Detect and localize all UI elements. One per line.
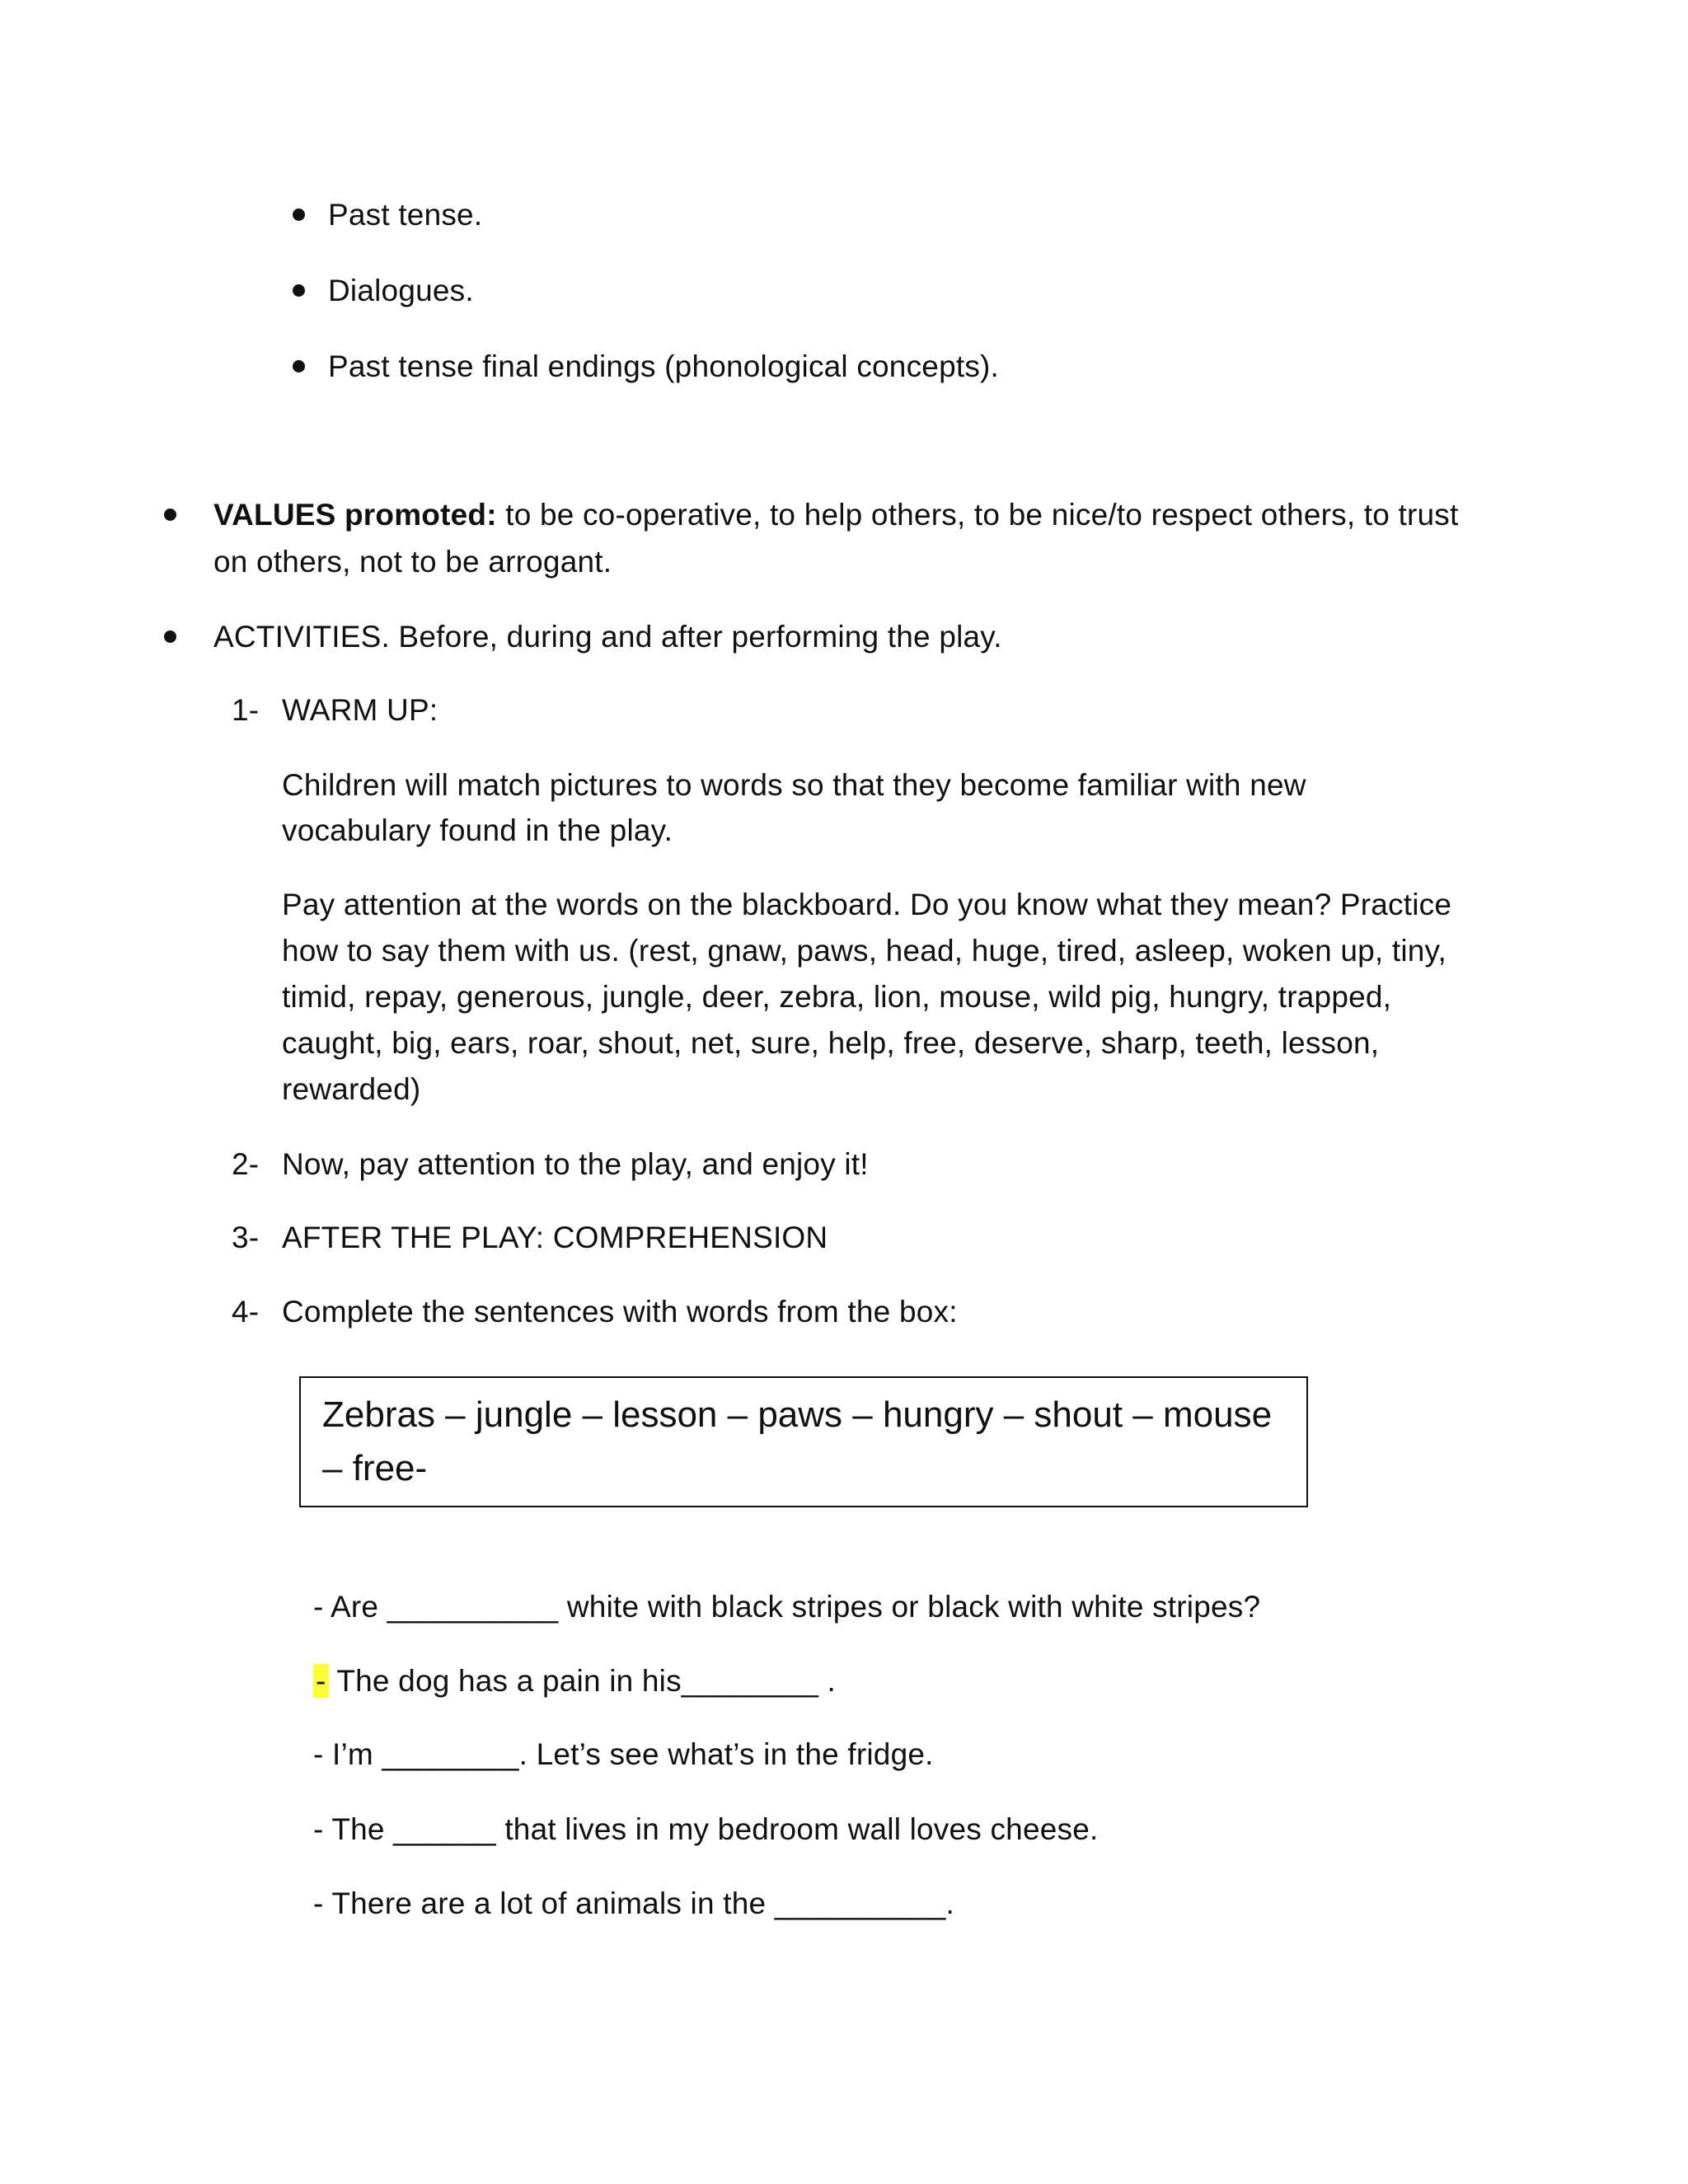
word-box-text: Zebras – jungle – lesson – paws – hungry – shout – mouse – free- — [322, 1394, 1273, 1488]
word-box — [299, 1376, 1308, 1507]
bullet-dot — [164, 630, 176, 643]
paragraph-line: Pay attention at the words on the blackboard. Do you know what they mean? Practice — [282, 888, 1452, 921]
sentence-item: - There are a lot of animals in the __________. — [313, 1886, 954, 1920]
sentence-item: - I’m ________. Let’s see what’s in the fridge. — [313, 1737, 934, 1771]
sentence-item — [313, 1658, 836, 1704]
step-number: 1- — [232, 693, 260, 727]
values-line — [213, 492, 1459, 538]
paragraph-line: timid, repay, generous, jungle, deer, zebra, lion, mouse, wild pig, hungry, trapped, — [282, 980, 1392, 1014]
paragraph-line: rewarded) — [282, 1072, 421, 1106]
sentence-item: - The ______ that lives in my bedroom wall loves cheese. — [313, 1812, 1099, 1846]
step-number: 2- — [232, 1147, 260, 1181]
step-text: Now, pay attention to the play, and enjoy it! — [282, 1147, 869, 1181]
highlighted-dash: - — [313, 1664, 329, 1698]
activities-heading: ACTIVITIES. Before, during and after performing the play. — [213, 620, 1002, 654]
paragraph-line: how to say them with us. (rest, gnaw, paws, head, huge, tired, asleep, woken up, tiny, — [282, 934, 1447, 968]
topic-item: Past tense final endings (phonological concepts). — [328, 349, 1000, 383]
bullet-dot — [293, 209, 305, 221]
paragraph-line: Children will match pictures to words so that they become familiar with new — [282, 768, 1306, 802]
values-label: VALUES promoted: — [213, 498, 497, 532]
step-number: 3- — [232, 1221, 260, 1254]
topic-item: Past tense. — [328, 198, 483, 232]
sentence-item: - Are __________ white with black stripes or black with white stripes? — [313, 1590, 1261, 1624]
step-title: WARM UP: — [282, 693, 438, 727]
values-line-2: on others, not to be arrogant. — [213, 545, 612, 579]
step-number: 4- — [232, 1295, 260, 1329]
step-text: Complete the sentences with words from the box: — [282, 1295, 958, 1329]
paragraph-line: caught, big, ears, roar, shout, net, sure, help, free, deserve, sharp, teeth, lesson, — [282, 1026, 1380, 1060]
bullet-dot — [293, 360, 305, 373]
bullet-dot — [293, 284, 305, 297]
topic-item: Dialogues. — [328, 274, 474, 307]
sentence-text: The dog has a pain in his________ . — [328, 1664, 836, 1698]
bullet-dot — [164, 509, 176, 521]
step-text: AFTER THE PLAY: COMPREHENSION — [282, 1221, 828, 1254]
paragraph-line: vocabulary found in the play. — [282, 813, 673, 847]
values-text: to be co-operative, to help others, to be nice/to respect others, to trust — [496, 498, 1459, 532]
